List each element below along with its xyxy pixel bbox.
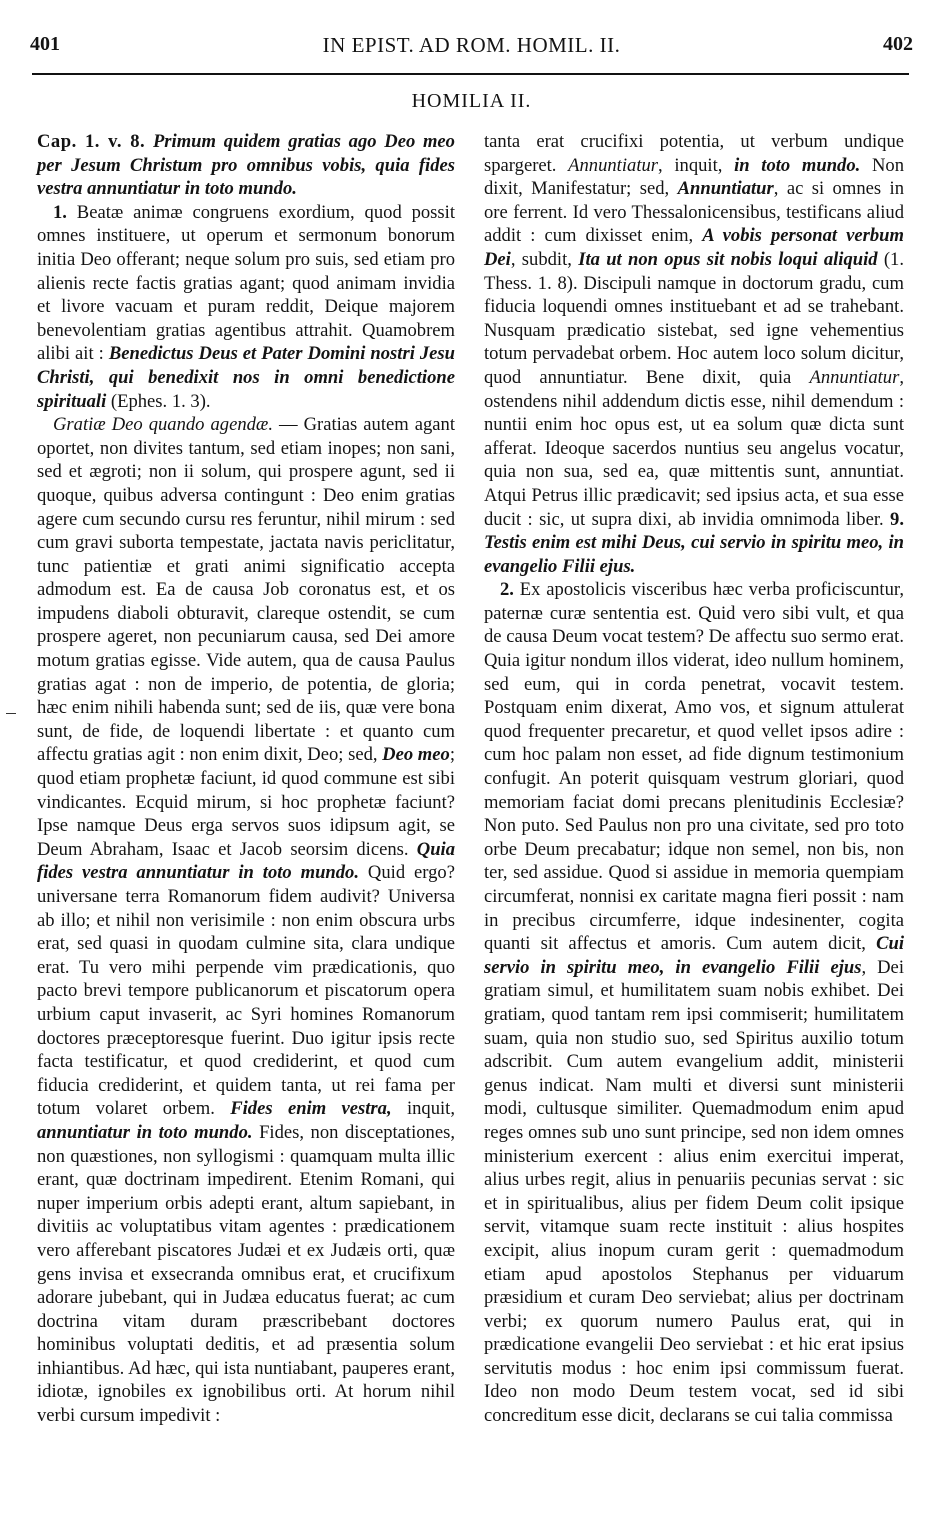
right-column: [484, 130, 904, 1428]
running-title: IN EPIST. AD ROM. HOMIL. II.: [322, 33, 621, 57]
chapter-verse-lemma: Cap. 1. v. 8. Primum quidem gratias ago Deo meo per Jesum Christum pro omnibus vobis, quia fides vestra annuntiatur in toto mundo.: [37, 131, 455, 200]
margin-mark: [6, 713, 16, 714]
left-column: [37, 130, 455, 1428]
paragraph-1: 1. Beatæ animæ congruens exordium, quod possit omnes instituere, ut operum et sermonum bonorum initia Deo offerant; neque solum pro suis, sed etiam pro alienis recte factis gratias agant; quod animam invidia et livore vacuam et puram reddit, Deique majorem benevolentiam gratias agentibus attrahit. Quamobrem alibi ait : Benedictus Deus et Pater Domini nostri Jesu Christi, qui benedixit nos in omni benedictione spirituali (Ephes. 1. 3).: [37, 201, 455, 412]
homily-title: HOMILIA II.: [411, 90, 532, 112]
header-rule: [32, 73, 909, 75]
running-header: [30, 33, 913, 59]
page-number-right: 402: [883, 33, 913, 55]
page-number-left: 401: [30, 33, 60, 55]
paragraph-continued: tanta erat crucifixi potentia, ut verbum undique spargeret. Annuntiatur, inquit, in toto mundo. Non dixit, Manifestatur; sed, Annuntiatur, ac si omnes in ore ferrent. Id vero Thessalonicensibus, testificans aliud addit : cum dixisset enim, A vobis personat verbum Dei, subdit, Ita ut non opus sit nobis loqui aliquid (1. Thess. 1. 8). Discipuli namque in doctorum gradu, cum fiducia loquendi omnes instituebant et ad se trahebant. Nusquam prædicatio sistebat, sed igne vehementius totum pervadebat orbem. Hoc autem loco solum dicitur, quod annuntiatur. Bene dixit, quia Annuntiatur, ostendens nihil addendum dictis esse, nihil demendum : nuntii enim hoc opus est, ut ea solum quæ dicta sunt afferat. Ideoque sacerdos nuntius seu angelus vocatur, quia non sua, sed ea, quæ mittentis sunt, annuntiat. Atqui Petrus illic prædicavit; sed ipsius acta, et sua esse ducit : sic, ut supra dixi, ab invidia omnimoda liber. 9. Testis enim est mihi Deus, cui servio in spiritu meo, in evangelio Filii ejus.: [484, 131, 904, 577]
paragraph-gratiae: Gratiæ Deo quando agendæ. — Gratias autem agant oportet, non divites tantum, sed etiam inopes; non sani, sed et ægroti; non ii solum, qui prospere agunt, sed ii quoque, quibus adversa contingunt : Deo enim gratias agere cum secundo cursu res feruntur, nihil mirum : sed cum gravi suborta tempestate, jactata navis periclitatur, tunc patientiæ et grati animi significatio accepta admodum est. Ea de causa Job coronatus est, et os impudens diaboli obturavit, clareque ostendit, se cum prospere ageret, non pecuniarum causa, sed Dei amore motum gratias egisse. Vide autem, qua de causa Paulus gratias agat : non de imperio, de potentia, de gloria; hæc enim nihili habenda sunt; sed de iis, quæ vere bona sunt, de fide, de loquendi libertate : et quanto cum affectu gratias agit : non enim dixit, Deo; sed, Deo meo; quod etiam prophetæ faciunt, id quod commune est sibi vindicantes. Ecquid mirum, si hoc prophetæ faciunt? Ipse namque Deus erga servos suos idipsum agit, se Deum Abraham, Isaac et Jacob seorsim dicens. Quia fides vestra annuntiatur in toto mundo. Quid ergo? universane terra Romanorum fidem audivit? Universa ab illo; et nihil non verisimile : non enim obscura urbs erat, sed quasi in quodam culmine sita, clara undique erat. Tu vero mihi perpende vim prædicationis, quo pacto brevi tempore publicanorum et piscatorum opera urbium caput invaserit, ac Syri homines Romanorum doctores præceptoresque fuerint. Duo igitur ipsis recte facta testificatur, et quod crediderint, et quod cum fiducia crediderint, et quidem tanta, ut rei fama per totum volaret orbem. Fides enim vestra, inquit, annuntiatur in toto mundo. Fides, non disceptationes, non quæstiones, non syllogismi : quamquam multa illic erant, quæ doctrinam impedirent. Etenim Romani, qui nuper imperium orbis adepti erant, altum sapiebant, in divitiis ac voluptatibus vitam agentes : prædicationem vero afferebant piscatores Judæi et ex Judæis orti, quæ gens invisa et exsecranda omnibus erat, et crucifixum adorare jubebant, qui in Judæa educatus fuerat; ac cum doctrina vitam duram præscribebant doctores hominibus voluptati deditis, et ad præsentia solum inhiantibus. Ad hæc, qui ista nuntiabant, pauperes erant, idiotæ, ignobiles ex ignobilibus orti. At horum nihil verbi cursum impedivit :: [37, 414, 456, 1427]
paragraph-2: 2. Ex apostolicis visceribus hæc verba proficiscuntur, paternæ curæ sententia est. Quid vero sibi vult, et qua de causa Deum vocat testem? De affectu suo sermo erat. Quia igitur nondum illos viderat, ideo nullum hominem, sed eum, qui in corda penetrat, vocavit testem. Postquam enim dixerat, Amo vos, et signum attulerat quod frequenter precaretur, et quod vellet ipsos adire : cum hoc palam non esset, ad fide dignum testimonium confugit. An poterit quisquam vestrum gloriari, quod memoriam faciat domi precans plenitudinis Ecclesiæ? Non puto. Sed Paulus non pro una civitate, sed pro toto orbe Deum precabatur; idque non semel, non bis, non ter, sed assidue. Quod si assidue in memoria quempiam circumferat, nonnisi ex caritate magna fieri possit : nam in precibus circumferre, idque indesinenter, cogita quanti sit affectus et amoris. Cum autem dicit, Cui servio in spiritu meo, in evangelio Filii ejus, Dei gratiam simul, et humilitatem suam nobis exhibet. Dei gratiam, quod tantam rem ipsi commiserit; humilitatem suam, quia non studio suo, sed Spiritus auxilio totum adscribit. Cum autem evangelium addit, ministerii genus indicat. Nam multi et diversi sunt ministerii modi, cultusque similiter. Quemadmodum enim apud reges omnes sub uno sunt principe, sed non idem omnes ministerium exercent : alius enim exercitui imperat, alius urbes regit, alius in penuariis pecunias servat : sic et in spiritualibus, alius per fidem Deum colit ipsique servit, vitamque suam recte instituit : alius hospites excipit, alius inopum curam gerit : quemadmodum etiam apud apostolos Stephanus per viduarum præsidium et curam Deo serviebat; alius per doctrinam verbi; ex quorum numero Paulus erat, qui in prædicatione evangelii Deo serviebat : et hic erat ipsius servitutis modus : hoc enim ipsi commissum fuerat. Ideo non modo Deum testem vocat, sed id sibi concreditum esse dicit, declarans se cui talia commissa: [484, 579, 904, 1427]
